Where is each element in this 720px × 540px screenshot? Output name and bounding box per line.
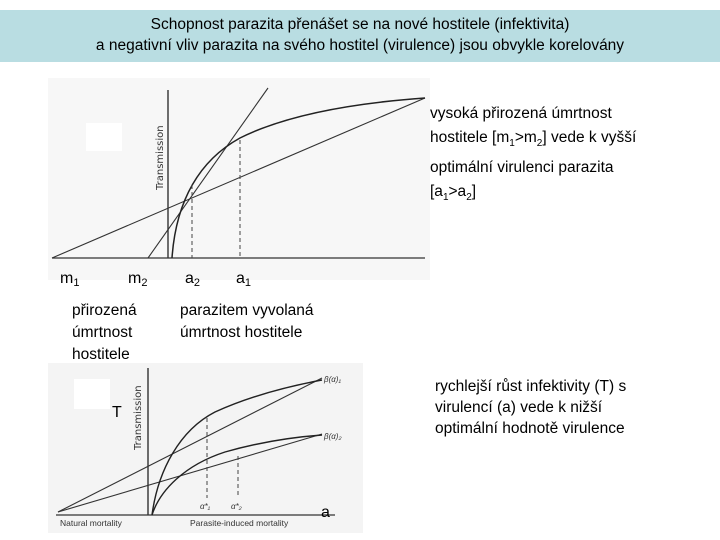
caption-parasite-mortality: parazitem vyvolaná úmrtnost hostitele <box>180 302 314 341</box>
top-figure-blank-patch <box>86 123 122 151</box>
bottom-curve-label-2: β(α)₂ <box>324 432 342 441</box>
label-m2: $m_2$ <box>128 270 148 289</box>
bottom-axis-label: Transmission <box>133 385 144 450</box>
bottom-tick-label-1: α*₁ <box>200 502 211 511</box>
title-line-1: Schopnost parazita přenášet se na nové hostitele (infektivita) <box>150 16 570 33</box>
caption-natural-mortality: přirozená úmrtnost hostitele <box>72 302 137 363</box>
top-axis-label: Transmission <box>155 125 166 190</box>
bottom-note-line-1: rychlejší růst infektivity (T) s <box>435 378 627 395</box>
title-line-2: a negativní vliv parazita na svého hostitel (virulence) jsou obvykle korelovány <box>95 37 625 54</box>
top-note <box>430 102 715 210</box>
top-note-line-2: hostitele $[m_1>m_2]$ vede k vyšší <box>430 129 637 150</box>
bottom-curve-label-1: β(α)₁ <box>324 375 341 384</box>
bottom-tick-label-2: α*₂ <box>231 502 242 511</box>
top-note-line-1: vysoká přirozená úmrtnost <box>430 105 612 122</box>
label-a1: $a_1$ <box>236 270 252 289</box>
bottom-x-right-label: Parasite-induced mortality <box>190 518 289 528</box>
bottom-x-left-label: Natural mortality <box>60 518 122 528</box>
label-a: a <box>321 504 330 521</box>
top-figure-background <box>48 78 430 280</box>
bottom-note-line-2: virulencí (a) vede k nižší <box>435 399 603 416</box>
top-note-line-3: optimální virulenci parazita <box>430 159 614 177</box>
bottom-note <box>435 376 715 439</box>
label-m1: $m_1$ <box>60 270 80 289</box>
label-T: T <box>112 404 122 421</box>
label-a2: $a_2$ <box>185 270 201 289</box>
bottom-figure-blank-patch <box>74 379 110 409</box>
bottom-note-line-3: optimální hodnotě virulence <box>435 420 625 437</box>
top-note-line-4: $[a_1>a_2]$ <box>430 183 477 204</box>
